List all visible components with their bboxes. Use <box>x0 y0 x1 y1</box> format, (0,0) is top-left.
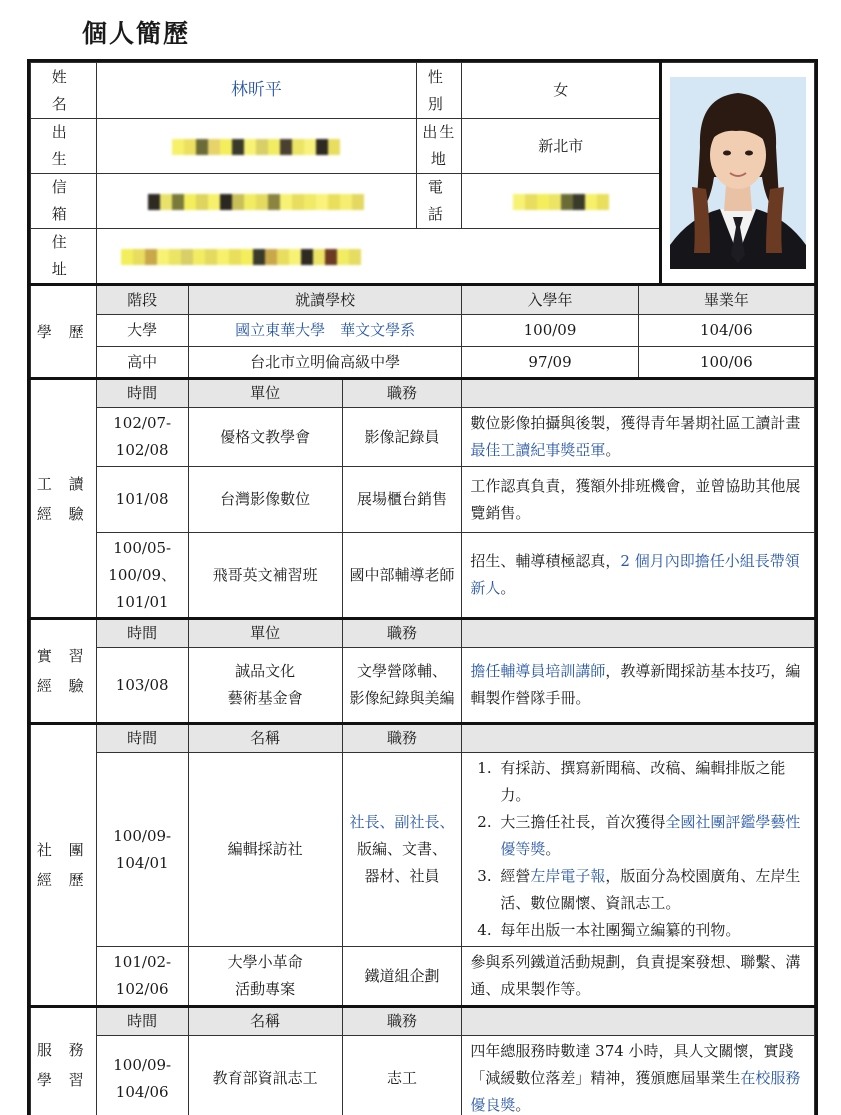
work-header-time: 時間 <box>96 379 188 408</box>
service-desc: 四年總服務時數達 374 小時，具人文關懷，實踐「減緩數位落差」精神，獲頒應屆畢業生在校服務優良獎。 <box>462 1036 815 1115</box>
work-org: 飛哥英文補習班 <box>188 533 342 619</box>
club-desc: 參與系列鐵道活動規劃，負責提案發想、聯繫、溝通、成果製作等。 <box>462 947 815 1007</box>
work-role: 國中部輔導老師 <box>342 533 462 619</box>
club-header-desc <box>462 724 815 753</box>
list-item: 4. 每年出版一本社團獨立編纂的刊物。 <box>496 917 806 944</box>
edu-start: 97/09 <box>462 347 638 379</box>
list-item: 2. 大三擔任社長，首次獲得全國社團評鑑學藝性優等獎。 <box>496 809 806 863</box>
service-header-role: 職務 <box>342 1007 462 1036</box>
work-org: 優格文教學會 <box>188 408 342 467</box>
club-header-time: 時間 <box>96 724 188 753</box>
club-header-role: 職務 <box>342 724 462 753</box>
name-label: 姓 名 <box>31 63 97 119</box>
edu-header-end: 畢業年 <box>638 285 814 315</box>
service-header-desc <box>462 1007 815 1036</box>
intern-org: 誠品文化 藝術基金會 <box>188 648 342 724</box>
edu-header-start: 入學年 <box>462 285 638 315</box>
work-desc: 數位影像拍攝與後製，獲得青年暑期社區工讀計畫最佳工讀紀事獎亞軍。 <box>462 408 815 467</box>
club-header-name: 名稱 <box>188 724 342 753</box>
table-row <box>31 947 815 1007</box>
table-row <box>31 467 815 533</box>
work-desc: 工作認真負責，獲額外排班機會，並曾協助其他展覽銷售。 <box>462 467 815 533</box>
work-header-role: 職務 <box>342 379 462 408</box>
service-header-name: 名稱 <box>188 1007 342 1036</box>
birth-redacted <box>96 119 417 174</box>
edu-level: 大學 <box>96 315 188 347</box>
list-item: 3. 經營左岸電子報，版面分為校園廣角、左岸生活、數位關懷、資訊志工。 <box>496 863 806 917</box>
gender-value: 女 <box>462 63 661 119</box>
intern-section-label: 實 習 經 驗 <box>31 619 97 724</box>
table-row <box>31 753 815 947</box>
edu-level: 高中 <box>96 347 188 379</box>
phone-redacted <box>462 174 661 229</box>
phone-label: 電 話 <box>417 174 462 229</box>
table-row <box>31 1036 815 1115</box>
edu-end: 100/06 <box>638 347 814 379</box>
edu-end: 104/06 <box>638 315 814 347</box>
intern-role: 文學營隊輔、 影像紀錄與美編 <box>342 648 462 724</box>
address-redacted <box>96 229 661 285</box>
intern-header-role: 職務 <box>342 619 462 648</box>
work-section-label: 工 讀 經 驗 <box>31 379 97 619</box>
intern-header-desc <box>462 619 815 648</box>
work-time: 102/07- 102/08 <box>96 408 188 467</box>
work-role: 展場櫃台銷售 <box>342 467 462 533</box>
birthplace-value: 新北市 <box>462 119 661 174</box>
edu-header-level: 階段 <box>96 285 188 315</box>
photo-cell <box>661 63 815 285</box>
address-label: 住 址 <box>31 229 97 285</box>
birthplace-label: 出生地 <box>417 119 462 174</box>
resume-sheet <box>27 59 818 1115</box>
work-header-org: 單位 <box>188 379 342 408</box>
list-item: 1. 有採訪、撰寫新聞稿、改稿、編輯排版之能力。 <box>496 755 806 809</box>
service-role: 志工 <box>342 1036 462 1115</box>
email-redacted <box>96 174 417 229</box>
birth-label: 出 生 <box>31 119 97 174</box>
work-time: 100/05- 100/09、 101/01 <box>96 533 188 619</box>
club-name: 編輯採訪社 <box>188 753 342 947</box>
work-time: 101/08 <box>96 467 188 533</box>
table-row <box>31 347 815 379</box>
edu-header-school: 就讀學校 <box>188 285 462 315</box>
club-section-label: 社 團 經 歷 <box>31 724 97 1007</box>
work-role: 影像記錄員 <box>342 408 462 467</box>
intern-header-org: 單位 <box>188 619 342 648</box>
table-row <box>31 648 815 724</box>
portrait-photo <box>670 77 806 269</box>
intern-desc: 擔任輔導員培訓講師，教導新聞採訪基本技巧，編輯製作營隊手冊。 <box>462 648 815 724</box>
name-value: 林昕平 <box>96 63 417 119</box>
document-title: 個人簡歷 <box>82 19 191 48</box>
club-role: 鐵道組企劃 <box>342 947 462 1007</box>
edu-school: 國立東華大學 華文文學系 <box>188 315 462 347</box>
intern-time: 103/08 <box>96 648 188 724</box>
education-section-label: 學 歷 <box>31 285 97 379</box>
service-name: 教育部資訊志工 <box>188 1036 342 1115</box>
edu-school: 台北市立明倫高級中學 <box>188 347 462 379</box>
resume-table <box>30 62 815 1115</box>
club-time: 101/02- 102/06 <box>96 947 188 1007</box>
work-desc: 招生、輔導積極認真，2 個月內即擔任小組長帶領新人。 <box>462 533 815 619</box>
club-desc <box>462 753 815 947</box>
edu-start: 100/09 <box>462 315 638 347</box>
club-time: 100/09- 104/01 <box>96 753 188 947</box>
gender-label: 性 別 <box>417 63 462 119</box>
club-name: 大學小革命 活動專案 <box>188 947 342 1007</box>
email-label: 信 箱 <box>31 174 97 229</box>
table-row <box>31 315 815 347</box>
work-org: 台灣影像數位 <box>188 467 342 533</box>
service-header-time: 時間 <box>96 1007 188 1036</box>
club-role: 社長、副社長、 版編、文書、 器材、社員 <box>342 753 462 947</box>
service-time: 100/09- 104/06 <box>96 1036 188 1115</box>
service-section-label: 服 務 學 習 <box>31 1007 97 1115</box>
work-header-desc <box>462 379 815 408</box>
table-row <box>31 408 815 467</box>
table-row <box>31 533 815 619</box>
intern-header-time: 時間 <box>96 619 188 648</box>
